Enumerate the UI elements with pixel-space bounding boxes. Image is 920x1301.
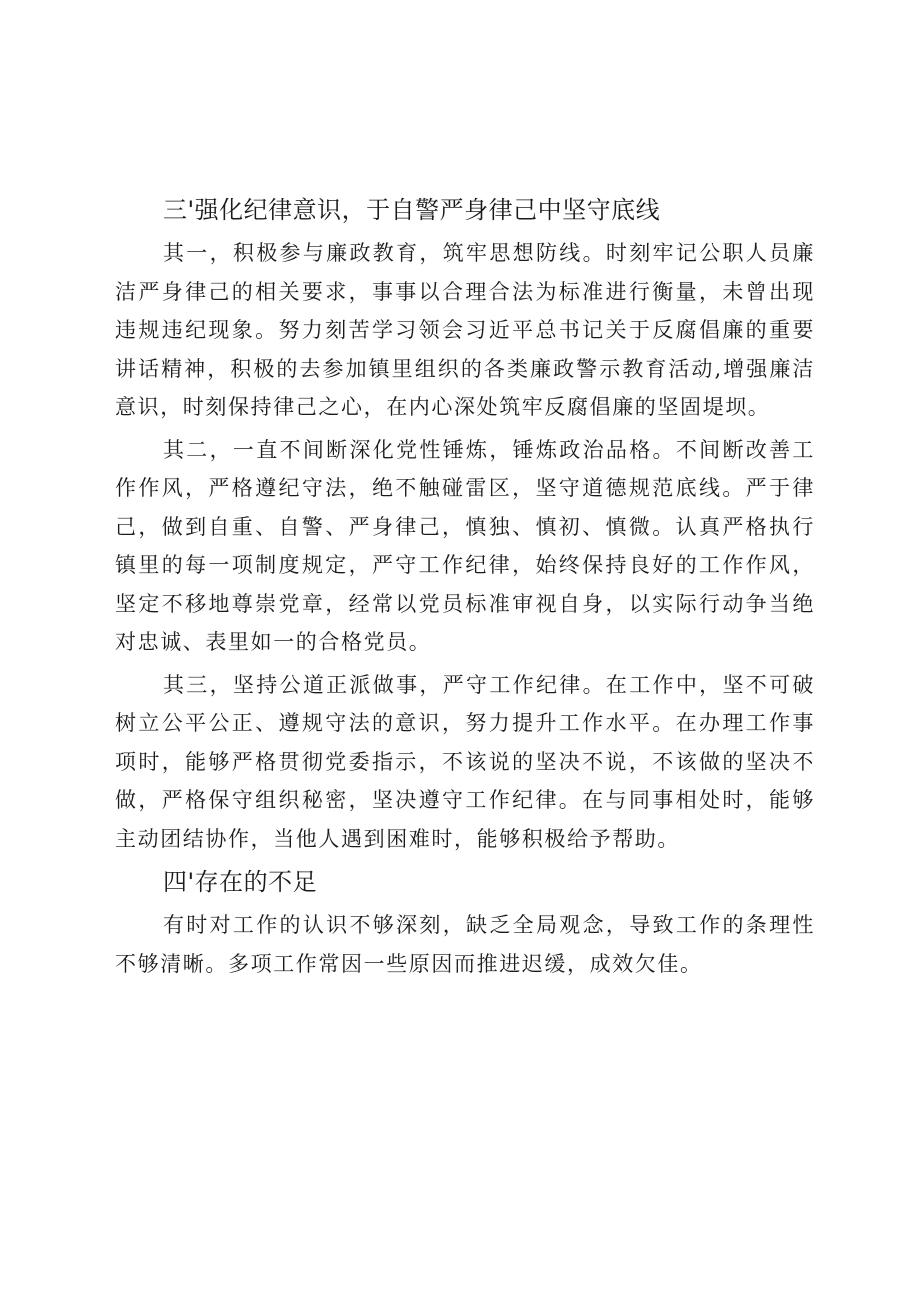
paragraph-3-2: 其二，一直不间断深化党性锤炼，锤炼政治品格。不间断改善工作作风，严格遵纪守法，绝不触碰雷区，坚守道德规范底线。严于律己，做到自重、自警、严身律己，慎独、慎初、慎微。认真严格执行镇里的每一项制度规定，严守工作纪律，始终保持良好的工作作风，坚定不移地尊崇党章，经常以党员标准审视自身，以实际行动争当绝对忠诚、表里如一的合格党员。: [115, 437, 815, 654]
section-heading-4: 四'存在的不足: [163, 868, 318, 896]
paragraph-3-1: 其一，积极参与廉政教育，筑牢思想防线。时刻牢记公职人员廉洁严身律己的相关要求，事事以合理合法为标准进行衡量，未曾出现违规违纪现象。努力刻苦学习领会习近平总书记关于反腐倡廉的重要讲话精神，积极的去参加镇里组织的各类廉政警示教育活动,增强廉洁意识，时刻保持律己之心，在内心深处筑牢反腐倡廉的坚固堤坝。: [115, 241, 815, 419]
section-heading-3: 三'强化纪律意识，于自警严身律己中坚守底线: [163, 196, 661, 224]
paragraph-3-3: 其三，坚持公道正派做事，严守工作纪律。在工作中，坚不可破树立公平公正、遵规守法的意识，努力提升工作水平。在办理工作事项时，能够严格贯彻党委指示，不该说的坚决不说，不该做的坚决不做，严格保守组织秘密，坚决遵守工作纪律。在与同事相处时，能够主动团结协作，当他人遇到困难时，能够积极给予帮助。: [115, 672, 815, 851]
document-body: [115, 190, 815, 987]
paragraph-4-1: 有时对工作的认识不够深刻，缺乏全局观念，导致工作的条理性不够清晰。多项工作常因一些原因而推进迟缓，成效欠佳。: [115, 913, 815, 976]
